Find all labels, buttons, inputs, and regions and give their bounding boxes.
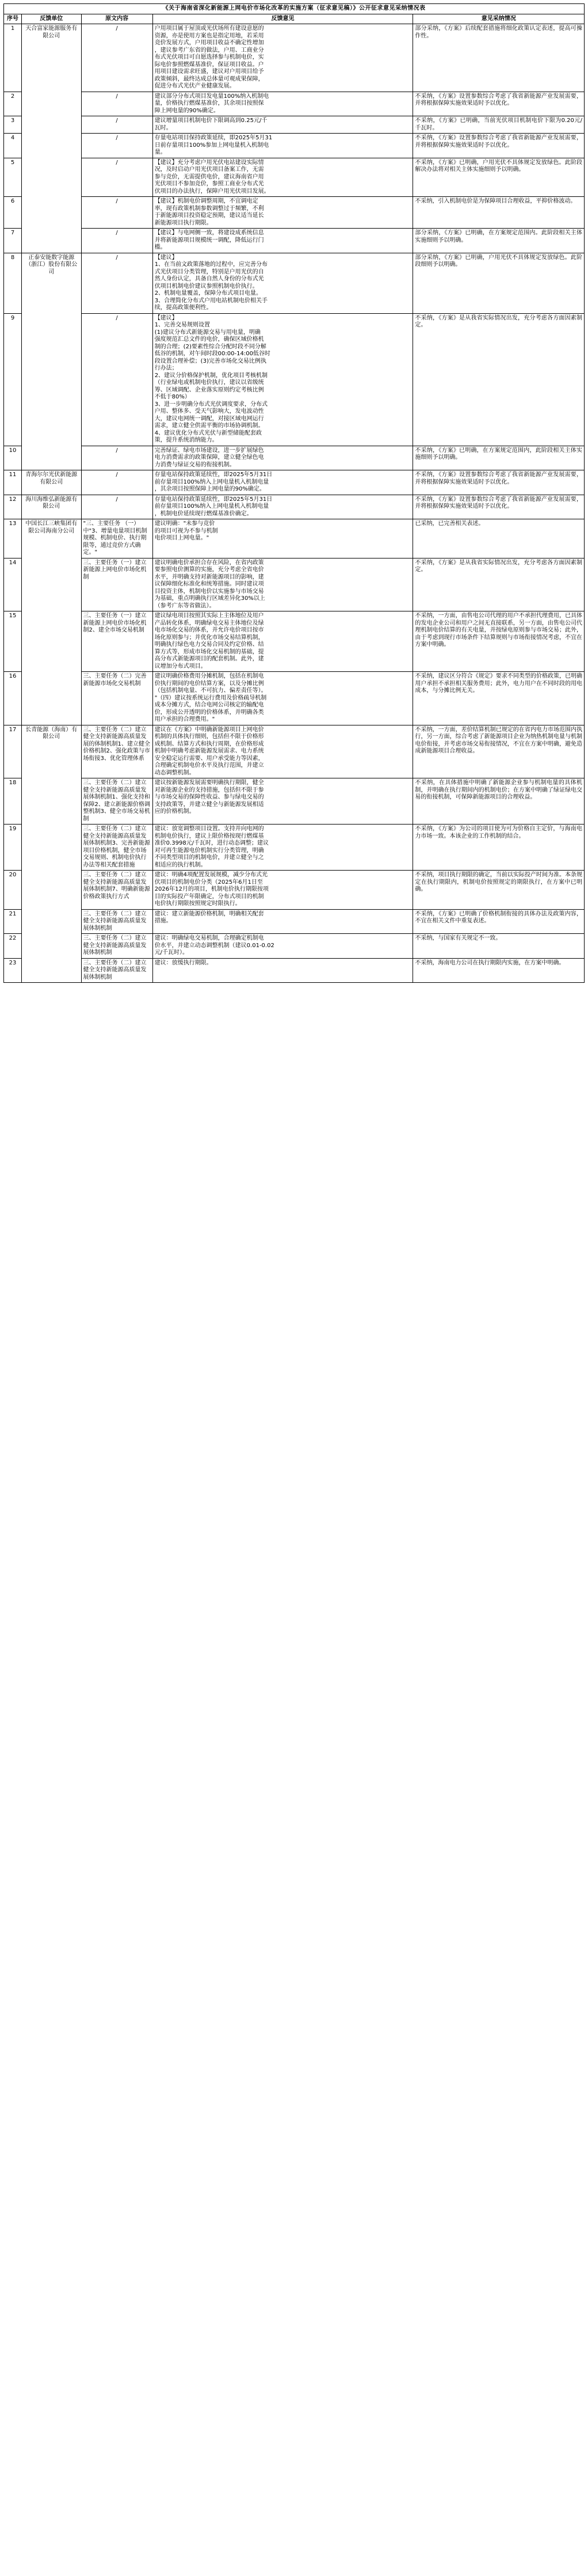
table-row — [4, 313, 585, 446]
row-number: 17 — [4, 725, 22, 778]
adoption-result: 不采纳，《方案》为公司的项目使为可为价格自主定价，与海南电力市场一致。本该企业的工作机制的结合。 — [413, 825, 585, 871]
adoption-result: 部分采纳，《方案》已明确，在方案规定范围内。此阶段相关主体实施细则予以明确。 — [413, 229, 585, 253]
adoption-result: 不采纳，《方案》是从我省实际情况出发，充分考虑各方面因素制定。 — [413, 558, 585, 611]
row-number: 3 — [4, 116, 22, 134]
row-number: 16 — [4, 672, 22, 725]
original-text: / — [81, 158, 152, 197]
adoption-result: 不采纳，《方案》设置参数综合考虑了我省新能源产业发展需要，并将根据保障实施效果适时予以优化。 — [413, 134, 585, 158]
original-text: 三、主要任务（一）建立新能源上网电价市场化机制2、建全市场交易机制 — [81, 611, 152, 672]
table-row — [4, 229, 585, 253]
table-row — [4, 672, 585, 725]
original-text: / — [81, 116, 152, 134]
row-number: 22 — [4, 934, 22, 959]
original-text: 三、主要任务（二）建立健全支持新能源高质量发展体制机制 — [81, 934, 152, 959]
feedback-unit: 正泰安能数字能源（浙江）股份有限公司 — [22, 253, 81, 470]
table-row — [4, 611, 585, 672]
row-number: 9 — [4, 313, 22, 446]
row-number: 23 — [4, 958, 22, 983]
feedback-opinion: 存量电站项目保持政策延续，即2025年5月31 日前存量项目100%参加上网电量机入机制电 量。 — [152, 134, 413, 158]
adoption-result: 部分采纳，《方案》后续配套措施将细化政策认定表述，提高可操作性。 — [413, 24, 585, 92]
table-row — [4, 934, 585, 959]
feedback-opinion: 【建议】机制电价调整周期，不宜调电定 率，现有政策机制参数调整过于频繁，不利 于新能源项目投资稳定预期，建议适当延长 新能源项目执行期限。 — [152, 197, 413, 229]
row-number: 19 — [4, 825, 22, 871]
row-number: 1 — [4, 24, 22, 92]
feedback-opinion: 建议明确电价承担合存在风险，在省内政策 要参照电价测算的实施，充分考虑全省电价 水平，并明确支持对新能源项目的影响，建 议保障细化标准化和统筹措施。同时建议项 目投资主体，机制电价以实施参与市场交易 为基础，重点明确执行区域差异化30%以上 （参考广东等省做法）。 — [152, 558, 413, 611]
row-number: 10 — [4, 446, 22, 470]
original-text: 三、主要任务（二）建立健全支持新能源高质量发展体制机制3、完善新能源项目价格机制，健全市场交易规则、机制电价执行办法等相关配套措施 — [81, 825, 152, 871]
row-number: 13 — [4, 519, 22, 558]
row-number: 5 — [4, 158, 22, 197]
feedback-opinion: 建议：放宽调整项目设置。支持并向电网的 机制电价执行，建议上限价格按现行燃煤基 准价0.3998元/千瓦时，进行动态调整；建议 对可再生能源电价机制实行分类管理，明确 不同类型项目的机制电价，并建立健全与之 相适应的执行机制。 — [152, 825, 413, 871]
original-text: 三、主要任务（二）建立健全支持新能源高质量发展体制机制 — [81, 909, 152, 934]
adoption-result: 不采纳，一方面，由售电公司代理的用户不承担代理费用，已具体的发电企业公司和用户之间无直接联系，另一方面，由售电公司代理机制电价结算的有关电量，并按绿电原则参与市场交易；此外，由于考虑到现行市场条件下结算规则与市场衔接情况考虑，不宜在方案中明确。 — [413, 611, 585, 672]
table-row — [4, 470, 585, 495]
table-row — [4, 825, 585, 871]
adoption-result: 不采纳，《方案》设置参数综合考虑了我省新能源产业发展需要，并将根据保障实施效果适时予以优化。 — [413, 470, 585, 495]
adoption-result: 不采纳，海南电力公司在执行期限内实施，在方案中明确。 — [413, 958, 585, 983]
row-number: 20 — [4, 871, 22, 910]
table-row — [4, 558, 585, 611]
original-text: / — [81, 446, 152, 470]
feedback-opinion: 建议按新能源发展需要明确执行期限，健全 对新能源企业的支持措施，包括但不限于参 与市场交易的保障性收益、参与绿电交易的 支持政策等，并建立健全与新能源发展相适 应的价格机制。 — [152, 778, 413, 825]
feedback-unit: 青海尔尔光伏新能源有限公司 — [22, 470, 81, 495]
adoption-result: 不采纳，《方案》是从我省实际情况出发，充分考虑各方面因素制定。 — [413, 313, 585, 446]
adoption-result: 不采纳，《方案》设置参数综合考虑了我省新能源产业发展需要，并将根据保障实施效果适时予以优化。 — [413, 495, 585, 519]
original-text: / — [81, 197, 152, 229]
original-text: 三、主要任务（一）建立新能源上网电价市场化机制 — [81, 558, 152, 611]
feedback-opinion: 【建议】与电网侧一致，将建设成系统信息 并将新能源项目规模统一调配，降低运行门 槛。 — [152, 229, 413, 253]
feedback-unit: 天合富家能源服务有限公司 — [22, 24, 81, 253]
original-text: / — [81, 24, 152, 92]
column-header-result: 意见采纳情况 — [413, 14, 585, 24]
adoption-result: 不采纳，建议区分符合《规定》要求不同类型的价格政策，已明确用户承担不承担相关服务费用；此外，电力用户在不同时段的用电成本，与分摊比例无关。 — [413, 672, 585, 725]
table-row — [4, 134, 585, 158]
table-row — [4, 958, 585, 983]
feedback-opinion: 存量电站保持政策延续性，即2025年5月31日 前存量项目100%纳入上网电量机入机制电量 ，其余项目按照保障上网电量的90%确定。 — [152, 470, 413, 495]
feedback-unit: 中国长江三峡集团有限公司海南分公司 — [22, 519, 81, 725]
feedback-opinion: 建议绿电项目按照其实际上主体地位及用户 产品转化体系，明确绿电交易主体地位及绿 电市场化交易的体系，并允许电价项目按市 场化原则参与；并优化市场交易结算机制， 明确执行绿色电力交易合同及约定价格、结 算方式等，形成市场化交易机制的基础，提 高分布式新能源项目的配套机制。此外，建 议增加分布式项目。 — [152, 611, 413, 672]
row-number: 14 — [4, 558, 22, 611]
original-text: / — [81, 495, 152, 519]
original-text: 三、主要任务（二）建立健全支持新能源高质量发展的体制机制1、建立健全价格机制2、强化政策与市场衔接3、优化管理体系 — [81, 725, 152, 778]
column-header-original: 原文内容 — [81, 14, 152, 24]
column-header-unit: 反馈单位 — [22, 14, 81, 24]
table-row — [4, 24, 585, 92]
feedback-opinion: 【建议】 1、完善交易规则设置 (1)建议分布式新能源交易与用电量，明确 强度规范汇总文件的电价，确保区域价格机 制的合理；(2)要素性综合分配时段不同分解 低谷的机制，对午间时段00:00-14:00低谷时 段设置合理补偿；(3)完善市场化交易比例执 行办法； 2、建议分价格保护机制，优化项目考核机制 （行业绿电或机制电价执行，建议以省级统 筹、区域调配、企业落实原则约定考核比例 不低于80%） 3、进一步明确分布式光伏调度要求，分布式 户用、整体多、受天气影响大，发电波动性 大，建议电网统一调配，对接区域电网运行 需求，建立健全供需平衡的市场协调机制。 4、建议优化分布式光伏与新型储能配套政 策，提升系统消纳能力。 — [152, 313, 413, 446]
table-row — [4, 725, 585, 778]
adoption-result: 部分采纳，《方案》已明确，户用光伏不具体规定发放绿色。此阶段细则予以明确。 — [413, 253, 585, 313]
feedback-opinion: 建议增量项目机制电价下限调高到0.25元/千 瓦时。 — [152, 116, 413, 134]
feedback-opinion: 建议：明确4项配置发展规模，减少分布式光 伏项目的机制电价分类（2025年6月1日至 2026年12月的项目，机制电价执行期限按项 目的实际投产年限确定，分布式项目的机制 电价执行期限按照规定时限执行。 — [152, 871, 413, 910]
row-number: 2 — [4, 92, 22, 116]
feedback-opinion: 建议在《方案》中明确新能源项目上网电价 机制的具体执行细则，包括但不限于价格形 成机制、结算方式和执行周期，在价格形成 机制中明确考虑新能源发展需求、电力系统 安全稳定运行需要、用户承受能力等因素， 合理确定机制电价水平及执行范围，并建立 动态调整机制。 — [152, 725, 413, 778]
original-text: 三、主要任务（二）建立健全支持新能源高质量发展体制机制1、强化支持和保障2、建立新能源价格调整机制3、健全市场交易机制 — [81, 778, 152, 825]
original-text: / — [81, 92, 152, 116]
table-row — [4, 909, 585, 934]
feedback-opinion: 【建议】充分考虑户用光伏电站建设实际情 况，及时启动户用光伏项目备案工作，无需 参与竞价，无需提供电价，建议海南省户用 光伏项目不参加竞价，参照工商业分布式光 伏项目的办法执行，保障户用光伏项目发展。 — [152, 158, 413, 197]
feedback-unit: 长青能源（海南）有限公司 — [22, 725, 81, 983]
table-row — [4, 519, 585, 558]
original-text: / — [81, 229, 152, 253]
row-number: 15 — [4, 611, 22, 672]
adoption-result: 不采纳，《方案》已明确了价格机制衔接的具体办法及政策内容，不宜在相关文件中重复表述。 — [413, 909, 585, 934]
original-text: / — [81, 470, 152, 495]
row-number: 21 — [4, 909, 22, 934]
feedback-opinion: 户用项目属于屋顶或光伏场所有建设意愿的 资源，亦是使用方案也是指定用地，若采用 竞价发展方式，户用项目收益不确定性增加 ，建议参考广东省的做法，户用、工商业分 布式光伏项目可自愿选择参与机制电价，实 际电价参照燃煤基准价，保证项目收益。户 用项目建设需求旺盛，建议对户用项目给予 政策倾斜，最终达成总体量可观成果保障， 促进分布式光伏产业健康发展。 — [152, 24, 413, 92]
table-header-row — [4, 14, 585, 24]
feedback-opinion: 完善绿证、绿电市场建设，进一步扩展绿色 电力消费需求的政策保障，建立健全绿色电 力消费与绿证交易的衔接机制。 — [152, 446, 413, 470]
table-row — [4, 446, 585, 470]
original-text: 三、主要任务（二）建立健全支持新能源高质量发展体制机制7、明确新能源价格政策执行方式 — [81, 871, 152, 910]
original-text: / — [81, 134, 152, 158]
row-number: 8 — [4, 253, 22, 313]
row-number: 4 — [4, 134, 22, 158]
feedback-opinion: 建议：建立新能源价格机制，明确相关配套 措施。 — [152, 909, 413, 934]
adoption-result: 不采纳，一方面，差价结算机制已规定的在省内电力市场范围内执行，另一方面，综合考虑了新能源项目企业为纳热机制电量与机制电价衔接，并考虑市场交易衔接情况，不宜在方案中明确，避免造成新能源项目合理收益。 — [413, 725, 585, 778]
original-text: / — [81, 253, 152, 313]
original-text: 三、主要任务（二）建立健全支持新能源高质量发展体制机制 — [81, 958, 152, 983]
table-row — [4, 871, 585, 910]
adoption-result: 已采纳，已完善相关表述。 — [413, 519, 585, 558]
original-text: 三、主要任务（二）完善新能源市场化交易机制 — [81, 672, 152, 725]
feedback-opinion: 【建议】 1、在当前文政策落地的过程中，应完善分布 式光伏项目分类管理，特别是户用光伏的自 然人身份认定，具备自然人身份的分布式光 伏项目机制电价建议参照机制电价执行。 2、机制电量覆盖，保障分布式项目电量。 3、合理简化分布式户用电站机制电价相关手 续，提高政策便利性。 — [152, 253, 413, 313]
adoption-result: 不采纳，项目执行期限的确定，当前以实际投产时间为准。本条规定在执行期限内，机制电价按照规定的期限执行，在方案中已明确。 — [413, 871, 585, 910]
row-number: 12 — [4, 495, 22, 519]
feedback-opinion: 建议：放缓执行期限。 — [152, 958, 413, 983]
opinion-adoption-table — [3, 3, 585, 983]
adoption-result: 不采纳，《方案》设置参数综合考虑了我省新能源产业发展需要，并将根据保障实施效果适时予以优化。 — [413, 92, 585, 116]
original-text: / — [81, 313, 152, 446]
row-number: 7 — [4, 229, 22, 253]
table-row — [4, 253, 585, 313]
row-number: 11 — [4, 470, 22, 495]
adoption-result: 不采纳，在具体措施中明确了新能源企业参与机制电量的具体机制，并明确在执行期间内的机制电价；在方案中明确了绿证绿电交易的衔接机制，可保障新能源项目的合理收益。 — [413, 778, 585, 825]
feedback-opinion: 建议：明确绿电交易机制，合理确定机制电 价水平，并建立动态调整机制（建议0.01-0.02 元/千瓦时）。 — [152, 934, 413, 959]
adoption-result: 不采纳，《方案》已明确，户用光伏不具体规定发放绿色。此阶段解决办法将对相关主体实施细则予以明确。 — [413, 158, 585, 197]
table-row — [4, 495, 585, 519]
feedback-unit: 海川海维弘新能源有限公司 — [22, 495, 81, 519]
table-row — [4, 158, 585, 197]
row-number: 6 — [4, 197, 22, 229]
column-header-opinion: 反馈意见 — [152, 14, 413, 24]
feedback-opinion: 建议明确价格费用分摊机制，包括在机制电 价执行期间的电价结算方案，以及分摊比例 （包括机制电量、不可抗力、偏差责任等）。 "（四）建议按系统运行费用及价格疏导机制 成本分摊方式，结合电网公司核定的输配电 价，形成公开透明的价格体系，并明确各类 用户承担的合理费用。" — [152, 672, 413, 725]
adoption-result: 不采纳，引入机制电价是为保障项目合理收益，平抑价格波动。 — [413, 197, 585, 229]
adoption-result: 不采纳，《方案》已明确，当前光伏项目机制电价下限为0.20元/千瓦时。 — [413, 116, 585, 134]
row-number: 18 — [4, 778, 22, 825]
feedback-opinion: 建议明确："未参与竞价 的项目可视为不参与机制 电价项目上网电量。" — [152, 519, 413, 558]
table-row — [4, 116, 585, 134]
adoption-result: 不采纳，与国家有关规定不一致。 — [413, 934, 585, 959]
adoption-result: 不采纳，《方案》已明确，在方案规定范围内，此阶段相关主体实施细则予以明确。 — [413, 446, 585, 470]
table-row — [4, 197, 585, 229]
table-row — [4, 92, 585, 116]
column-header-num: 序号 — [4, 14, 22, 24]
feedback-opinion: 建议部分分布式项目发电量100%纳入机制电 量，价格执行燃煤基准价，其余项目按照保 障上网电量的90%确定。 — [152, 92, 413, 116]
table-row — [4, 778, 585, 825]
feedback-opinion: 存量电站保持政策延续性，即2025年5月31日 前存量项目100%纳入上网电量机入机制电量 ，机制电价延续现行燃煤基准价确定。 — [152, 495, 413, 519]
page-title: 《关于海南省深化新能源上网电价市场化改革的实施方案（征求意见稿）》公开征求意见采纳情况表 — [4, 4, 585, 14]
table-title-row — [4, 4, 585, 14]
original-text: "三、主要任务 （一）中"3、增量电量项目机制规模、机制电价、执行期限等，通过竞价方式确定。" — [81, 519, 152, 558]
